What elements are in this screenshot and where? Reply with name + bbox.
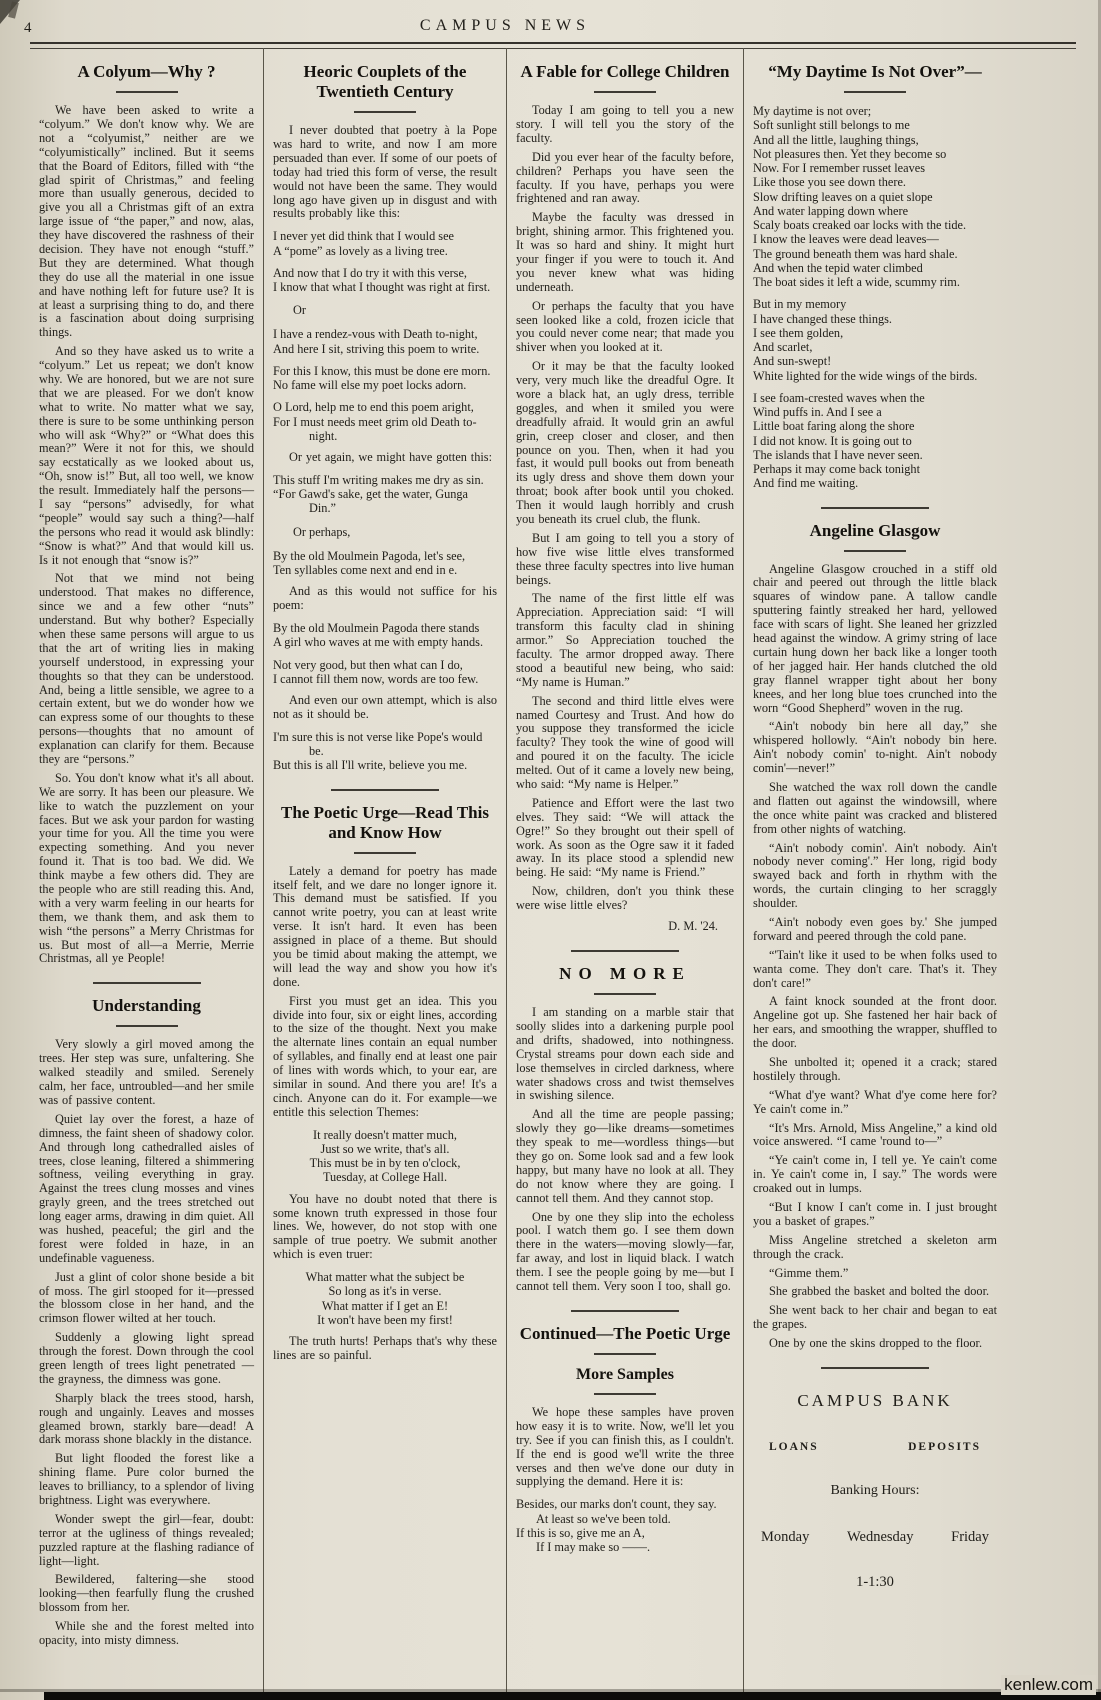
article-title: Understanding — [92, 996, 201, 1016]
section-divider — [571, 1310, 679, 1312]
verse-line: Soft sunlight still belongs to me — [753, 118, 910, 133]
article-paragraph: While she and the forest melted into opacity, into misty dimness. — [39, 1619, 254, 1648]
verse-line: Scaly boats creaked oar locks with the tide. — [753, 218, 967, 233]
article-paragraph: We hope these samples have proven how easy it is to write. Now, we'll let you try. See if you can finish this, as I couldn't. If the end is good we'll write the three verses and then we've done our duty in supplying the demand. Here it is: — [516, 1404, 734, 1489]
page-number: 4 — [24, 20, 32, 36]
verse-line: And now that I do try it with this verse, — [273, 265, 467, 280]
verse-block — [273, 730, 497, 773]
article-paragraph: Maybe the faculty was dressed in bright, shining armor. This frightened you. It was so hard and shiny. It might hurt your finger if you were to touch it. And you never knew what was hiding underneath. — [516, 210, 734, 294]
bank-day: Wednesday — [847, 1529, 914, 1546]
verse-line: “For Gawd's sake, get the water, Gunga Din.” — [273, 487, 468, 516]
verse-line: I know the leaves were dead leaves— — [753, 232, 939, 247]
verse-block — [273, 229, 497, 258]
article-title: NO MORE — [559, 964, 691, 984]
verse-line: Besides, our marks don't count, they say. — [516, 1497, 717, 1512]
headline-rule — [844, 91, 906, 93]
verse-line: The islands that I have never seen. — [753, 447, 923, 462]
newspaper-column-4 — [743, 48, 1006, 1700]
article-paragraph: She watched the wax roll down the candle and flatten out against the windowsill, where the once white paint was cracked and blistered from other nights of watching. — [753, 779, 997, 836]
article-paragraph: Did you ever hear of the faculty before, children? Perhaps you have seen the faculty. If you have, perhaps you were frightened and ran away. — [516, 149, 734, 206]
bank-loans-label: LOANS — [769, 1441, 819, 1454]
article-paragraph: First you must get an idea. This you divide into four, six or eight lines, according to the size of the thought. Next you make the alternate lines contain an equal number of syllables, and finally end at least one pair of lines with words which, to your ear, are similar in sound. And there you are! It's a cinch. Anyone can do it. For example—we entitle this selection Themes: — [273, 993, 498, 1119]
verse-line: And find me waiting. — [753, 476, 859, 491]
verse-line: This stuff I'm writing makes me dry as sin. — [273, 472, 484, 487]
bank-days-row — [753, 1529, 997, 1546]
verse-block — [753, 297, 997, 383]
article-paragraph: And even our own attempt, which is also not as it should be. — [273, 693, 497, 721]
verse-line: I know that what I thought was right at first. — [273, 280, 491, 295]
verse-block — [753, 104, 997, 289]
verse-line: The ground beneath them was hard shale. — [753, 246, 958, 261]
article-paragraph: Not that we mind not being understood. That makes no difference, since we and a few other “nuts” understand. But why bother? Especially when these same persons will argue to us that the art of writing lies in making yourself understood, in expressing your thoughts so that they can be understood. And, being a little sensible, we agree to a certain extent, but we do wonder how we can express some of our thoughts to these persons—thoughts that no amount of explanation can clarify for them. Because they are “persons.” — [39, 571, 254, 767]
verse-block — [273, 266, 497, 295]
verse-line: At least so we've been told. — [536, 1511, 671, 1526]
verse-line: So long as it's in verse. — [328, 1284, 442, 1299]
verse-line: If I may make so ——. — [536, 1540, 651, 1555]
masthead-title: CAMPUS NEWS — [419, 17, 591, 34]
article-title: “My Daytime Is Not Over”— — [768, 62, 982, 81]
article-paragraph: You have no doubt noted that there is some known truth expressed in those four lines. We, however, do not stop with one sample of true poetry. We submit another which is even truer: — [273, 1191, 497, 1262]
headline-rule — [354, 852, 416, 854]
bank-services-row — [753, 1441, 997, 1453]
scan-bottom-bar — [44, 1692, 1101, 1700]
article-paragraph: Angeline Glasgow crouched in a stiff old chair and peered out through the little black squares of window pane. A tallow candle sputtering faintly streaked her hard, yellowed face with scars of light. She leaned her grizzled head against the window. A grimy string of lace curtain hung down her back like a longer tooth of her jagged hair. Her hands clutched the old gray flannel wrapper tight about her bony knees, and her long blue toes crunched into the worn “Good Shepherd” woven in the rug. — [753, 561, 997, 715]
article-paragraph: Bewildered, faltering—she stood looking—then fearfully flung the crushed blossom from her. — [39, 1572, 254, 1615]
verse-line: A girl who waves at me with empty hands. — [273, 635, 484, 650]
article-paragraph: Suddenly a glowing light spread through the forest. Down through the cool green length of trees light penetrated —the grayness, the dimness was gone. — [39, 1330, 254, 1386]
section-divider — [821, 507, 929, 509]
article-paragraph: Today I am going to tell you a new story. I will tell you the story of the faculty. — [516, 103, 734, 145]
verse-line: Perhaps it may come back tonight — [753, 462, 920, 477]
article-paragraph: “Gimme them.” — [769, 1265, 849, 1280]
article-paragraph: Patience and Effort were the last two elves. They said: “We will attack the Ogre!” So they brought out their spell of work. As soon as the Ogre saw it it faded away. In its place stood a splendid new being. He said: “My name is Friend.” — [516, 795, 734, 880]
verse-line: I see foam-crested waves when the — [753, 390, 925, 405]
verse-block — [273, 400, 497, 443]
article-paragraph: She unbolted it; opened it a crack; stared hostilely through. — [753, 1054, 997, 1083]
verse-line: I see them golden, — [753, 325, 844, 340]
verse-line: No fame will else my poet locks adorn. — [273, 378, 467, 393]
verse-line: O Lord, help me to end this poem aright, — [273, 400, 474, 415]
headline-rule — [594, 1353, 656, 1355]
verse-line: And sun-swept! — [753, 354, 832, 369]
verse-line: I never yet did think that I would see — [273, 229, 454, 244]
newspaper-columns — [30, 48, 1006, 1700]
article-paragraph: The name of the first little elf was Appreciation. Appreciation said: “I will transform this faculty clad in shining armor.” So Appreciation touched the faculty. The armor dropped away. There stood a beautiful new being, who said: “My name is Human.” — [516, 591, 734, 689]
verse-line: And water lapping down where — [753, 203, 909, 218]
section-divider — [331, 789, 439, 791]
verse-block — [273, 549, 497, 578]
article-paragraph: Or it may be that the faculty looked very, very much like the dreadful Ogre. It wore a black hat, an ugly dress, terrible goggles, and when it smiled you were dreadfully afraid. It would grin an awful grin, creep closer and closer, and then pounce on you. Then, when it had you fast, it would pull books out from beneath its ugly dress and shove them down your throat; book after book until you choked. Then it would laugh horribly and crush you beneath its cruel club, the flunk. — [516, 359, 734, 526]
bank-day: Monday — [761, 1529, 810, 1546]
headline-rule — [116, 1025, 178, 1027]
verse-line: The boat sides it left a wide, scummy rim. — [753, 275, 960, 290]
verse-line: What matter what the subject be — [305, 1270, 465, 1285]
article-paragraph: Sharply black the trees stood, harsh, rough and ungainly. Leaves and mosses gleamed brown, starkly bare—dead! A dark morass shone blackly in the distance. — [39, 1390, 254, 1447]
article-paragraph: “What d'ye want? What d'ye come here for? Ye cain't come in.” — [753, 1087, 997, 1116]
newspaper-column-3 — [506, 48, 743, 1700]
article-paragraph: She went back to her chair and began to eat the grapes. — [753, 1303, 997, 1332]
headline-rule — [844, 550, 906, 552]
article-title: Heoric Couplets of the Twentieth Century — [303, 62, 467, 102]
article-paragraph: “It's Mrs. Arnold, Miss Angeline,” a kind old voice answered. “I came 'round to—” — [753, 1120, 997, 1149]
verse-line: And scarlet, — [753, 340, 813, 355]
verse-line: Tuesday, at College Hall. — [322, 1170, 448, 1185]
verse-line: What matter if I get an E! — [321, 1298, 449, 1313]
article-paragraph: But light flooded the forest like a shining flame. Pure color burned the leaves to brilliancy, to a splendor of living brightness. Light was everywhere. — [39, 1451, 254, 1508]
article-paragraph: One by one the skins dropped to the floor. — [769, 1336, 983, 1351]
article-title: Continued—The Poetic Urge — [519, 1323, 731, 1343]
article-paragraph: She grabbed the basket and bolted the door. — [769, 1284, 990, 1299]
watermark: kenlew.com — [1001, 1675, 1096, 1695]
bank-advertisement — [753, 1391, 997, 1591]
verse-block — [273, 327, 497, 356]
article-paragraph: And as this would not suffice for his poem: — [273, 584, 497, 613]
verse-line: I did not know. It is going out to — [753, 433, 912, 448]
verse-line: And here I sit, striving this poem to write. — [273, 341, 480, 356]
section-divider — [821, 1367, 929, 1369]
verse-connector-label: Or perhaps, — [293, 524, 351, 539]
verse-line: But this is all I'll write, believe you me. — [273, 758, 468, 773]
headline-rule — [594, 91, 656, 93]
article-paragraph: The second and third little elves were named Courtesy and Trust. And how do you suppose they transformed the icicle faculty? They took the wine of good will and poured it on the faculty. The icicle melted. Out of it came a lovely new being, who said: “My name is Helper.” — [516, 693, 734, 792]
headline-rule — [116, 91, 178, 93]
verse-line: If this is so, give me an A, — [516, 1525, 645, 1540]
verse-line: My daytime is not over; — [753, 104, 872, 119]
verse-line: By the old Moulmein Pagoda there stands — [273, 621, 480, 635]
author-signature: D. M. '24. — [668, 919, 718, 934]
headline-rule — [354, 111, 416, 113]
bank-deposits-label: DEPOSITS — [908, 1441, 981, 1454]
article-paragraph: Quiet lay over the forest, a haze of dimness, the faint sheen of shadowy color. And through long cathedralled aisles of trees, close leaning, filtered a shimmering softness, veiling everything in gray. Against the trees clung mosses and vines grayly green, and the trees stretched out long eager arms, drawing in dim quiet. All was hushed, peaceful; the girl and the forest were folded in haze, in an undefinable vagueness. — [39, 1111, 254, 1265]
article-paragraph: Or perhaps the faculty that you have seen looked like a cold, frozen icicle that you could never come near; that made you shiver when you looked at it. — [516, 298, 734, 355]
verse-block — [273, 621, 497, 650]
verse-line: White lighted for the wide wings of the birds. — [753, 368, 978, 383]
verse-line: I cannot fill them now, words are too few. — [273, 671, 479, 686]
article-paragraph: “Ain't nobody comin'. Ain't nobody. Ain't nobody never coming'.” Her long, rigid body swayed back and forth in rhythm with the words, the curtain clinging to her scraggly shoulder. — [753, 840, 997, 911]
article-subtitle: More Samples — [576, 1365, 674, 1383]
verse-line: A “pome” as lovely as a living tree. — [273, 243, 448, 258]
article-paragraph: One by one they slip into the echoless pool. I watch them go. I see them down there in the waters—moving slowly—far, far away, and lost in liquid black. I watch them. I see the people going by me—but I cannot tell them. Very soon I too, shall go. — [516, 1209, 734, 1293]
article-title: A Colyum—Why ? — [77, 62, 216, 81]
verse-line: For I must needs meet grim old Death to-night. — [273, 414, 477, 443]
article-paragraph: Miss Angeline stretched a skeleton arm through the crack. — [753, 1232, 997, 1261]
verse-line: Just so we write, that's all. — [320, 1141, 450, 1156]
verse-block — [273, 1270, 497, 1327]
article-paragraph: Wonder swept the girl—fear, doubt: terror at the ugliness of things revealed; puzzled rapture at the flashing radiance of light—light. — [39, 1511, 254, 1568]
verse-line: By the old Moulmein Pagoda, let's see, — [273, 548, 466, 563]
verse-block — [273, 658, 497, 687]
bank-ad-title: CAMPUS BANK — [797, 1391, 953, 1411]
article-paragraph: “'Tain't like it used to be when folks used to wanta come. They don't care. That's it. They don't care!” — [753, 947, 997, 990]
verse-line: Like those you see down there. — [753, 175, 906, 190]
article-paragraph: The truth hurts! Perhaps that's why these lines are so painful. — [273, 1334, 497, 1362]
headline-rule — [594, 993, 656, 995]
newspaper-column-2 — [263, 48, 506, 1700]
article-paragraph: Or yet again, we might have gotten this: — [289, 450, 492, 465]
article-paragraph: Lately a demand for poetry has made itself felt, and we dare no longer ignore it. This demand must be satisfied. If you cannot write poetry, you can at least write verse. It isn't hard. It even has been assigned in place of a theme. But should you be timid about making the attempt, we will lead the way and show you how it's done. — [273, 863, 497, 989]
verse-block — [273, 473, 497, 516]
article-paragraph: But I am going to tell you a story of how five wise little elves transformed these three faculty spectres into live human beings. — [516, 530, 734, 587]
bank-time: 1-1:30 — [856, 1574, 894, 1591]
bank-day: Friday — [951, 1529, 989, 1546]
article-paragraph: “But I know I can't come in. I just brought you a basket of grapes.” — [753, 1200, 997, 1228]
verse-block — [516, 1497, 734, 1554]
verse-line: I have a rendez-vous with Death to-night, — [273, 327, 478, 342]
headline-rule — [594, 1393, 656, 1395]
verse-block — [273, 1128, 497, 1185]
article-paragraph: Now, children, don't you think these were wise little elves? — [516, 884, 734, 913]
verse-line: And when the tepid water climbed — [753, 260, 923, 275]
article-paragraph: Very slowly a girl moved among the trees. Her step was sure, unfaltering. She walked steadily and smiled. Serenely calm, her face, untroubled—and her smile was of passive content. — [39, 1037, 254, 1107]
bank-hours-label: Banking Hours: — [830, 1483, 920, 1499]
article-paragraph: And so they have asked us to write a “colyum.” Let us repeat; we don't know why. We are honored, but we are not sure that we are pleased. For we don't know what to write. No matter what we say, there is sure to be some unthinking person who will ask “Why?” or “What does this mean?” Were it not for this, we should say ecstatically as we looked about us, “Oh, snow is!” But, all too well, we know the result. Immediately half the persons—I say “persons” advisedly, for what “people” would say such a thing?—half the persons who read it would ask blindly: “Snow is what?” And that would kill us. Is it not enough that “snow is?” — [39, 344, 254, 567]
verse-line: It really doesn't matter much, — [313, 1127, 457, 1142]
verse-block — [273, 364, 497, 393]
verse-line: Not very good, but then what can I do, — [273, 657, 463, 672]
section-divider — [93, 982, 201, 984]
verse-line: Ten syllables come next and end in e. — [273, 562, 458, 577]
article-paragraph: We have been asked to write a “colyum.” We don't know why. We are not a “colyumist,” neither are we “colyumistically” inclined. But it seems that the Board of Editors, filled with “the glad spirit of Christmas,” and feeling more than usually generous, decided to give you all a Christmas gift of an extra large issue of “the paper,” and now, alas, they have discovered the rashness of their decision. They have not enough “stuff.” But they are determined. What though they do use all the material in one issue and have nothing left for future use? It is at least a surprising thing to do, and there is a fascination about doing surprising things. — [39, 103, 254, 340]
section-divider — [571, 950, 679, 952]
verse-line: Now. For I remember russet leaves — [753, 161, 925, 176]
article-paragraph: Just a glint of color shone beside a bit of moss. The girl stooped for it—pressed the blossom close in her hand, and the crimson flower wilted at her touch. — [39, 1269, 254, 1326]
verse-line: Not pleasures then. Yet they become so — [753, 146, 947, 161]
article-paragraph: I never doubted that poetry à la Pope was hard to write, and now I am more persuaded than ever. If some of our poets of today had tried this form of verse, the result would not have been the same. They would long ago have given up in disgust and with results probably like this: — [273, 123, 497, 221]
article-paragraph: So. You don't know what it's all about. We are sorry. It has been our pleasure. We like to watch the puzzlement on your faces. But we ask your pardon for wasting your time for you. All the time you were expecting something. And you never found it. That is too bad. We did. We think maybe a few others did. They are the people who are still reading this. And, with a very warm feeling in our hearts for them, we thank them, and ask them to wish “the persons” a Merry Christmas for us. But most of all—a Merrie, Merrie Christmas, all ye People! — [39, 770, 254, 966]
verse-connector-label: Or — [293, 303, 306, 318]
article-paragraph: “Ye cain't come in, I tell ye. Ye cain't come in. Ye cain't come in, I say.” The words were croaked out in lumps. — [753, 1153, 997, 1196]
verse-line: I'm sure this is not verse like Pope's would be. — [273, 729, 483, 759]
verse-block — [753, 391, 997, 491]
verse-line: It won't have been my first! — [317, 1312, 453, 1327]
article-title: A Fable for College Children — [520, 62, 730, 81]
verse-line: For this I know, this must be done ere morn. — [273, 363, 491, 378]
article-paragraph: I am standing on a marble stair that soolly slides into a darkening purple pool and drifts, shadowed, into nothingness. Crystal streams pour down each side and lose themselves in circled darkness, where water shadows cross and twist themselves in swishing silence. — [516, 1005, 734, 1103]
verse-line: But in my memory — [753, 297, 847, 312]
verse-line: Wind puffs in. And I see a — [753, 405, 882, 420]
article-paragraph: “Ain't nobody even goes by.' She jumped forward and peered through the cold pane. — [753, 914, 997, 943]
article-paragraph: And all the time are people passing; slowly they go—like dreams—sometimes they speak to me—wordless things—but they go on. Some look sad and a few look happy, but many have no look at all. They do not know where they are going. I cannot tell them. And they cannot stop. — [516, 1107, 734, 1205]
article-title: The Poetic Urge—Read This and Know How — [281, 802, 489, 842]
article-title: Angeline Glasgow — [809, 520, 941, 540]
verse-line: And all the little, laughing things, — [753, 132, 919, 147]
newspaper-column-1 — [30, 48, 263, 1700]
article-paragraph: A faint knock sounded at the front door. Angeline got up. She fastened her hair back of her ears, and smoothing the wrapper, shuffled to the door. — [753, 994, 997, 1051]
verse-line: Little boat faring along the shore — [753, 419, 915, 434]
verse-line: I have changed these things. — [753, 311, 892, 326]
verse-line: This must be in by ten o'clock, — [309, 1156, 461, 1171]
article-paragraph: “Ain't nobody bin here all day,” she whispered hollowly. “Ain't nobody bin here. Ain't nobody comin' to-night. Ain't nobody comin'—never!” — [753, 719, 997, 776]
verse-line: Slow drifting leaves on a quiet slope — [753, 189, 933, 204]
